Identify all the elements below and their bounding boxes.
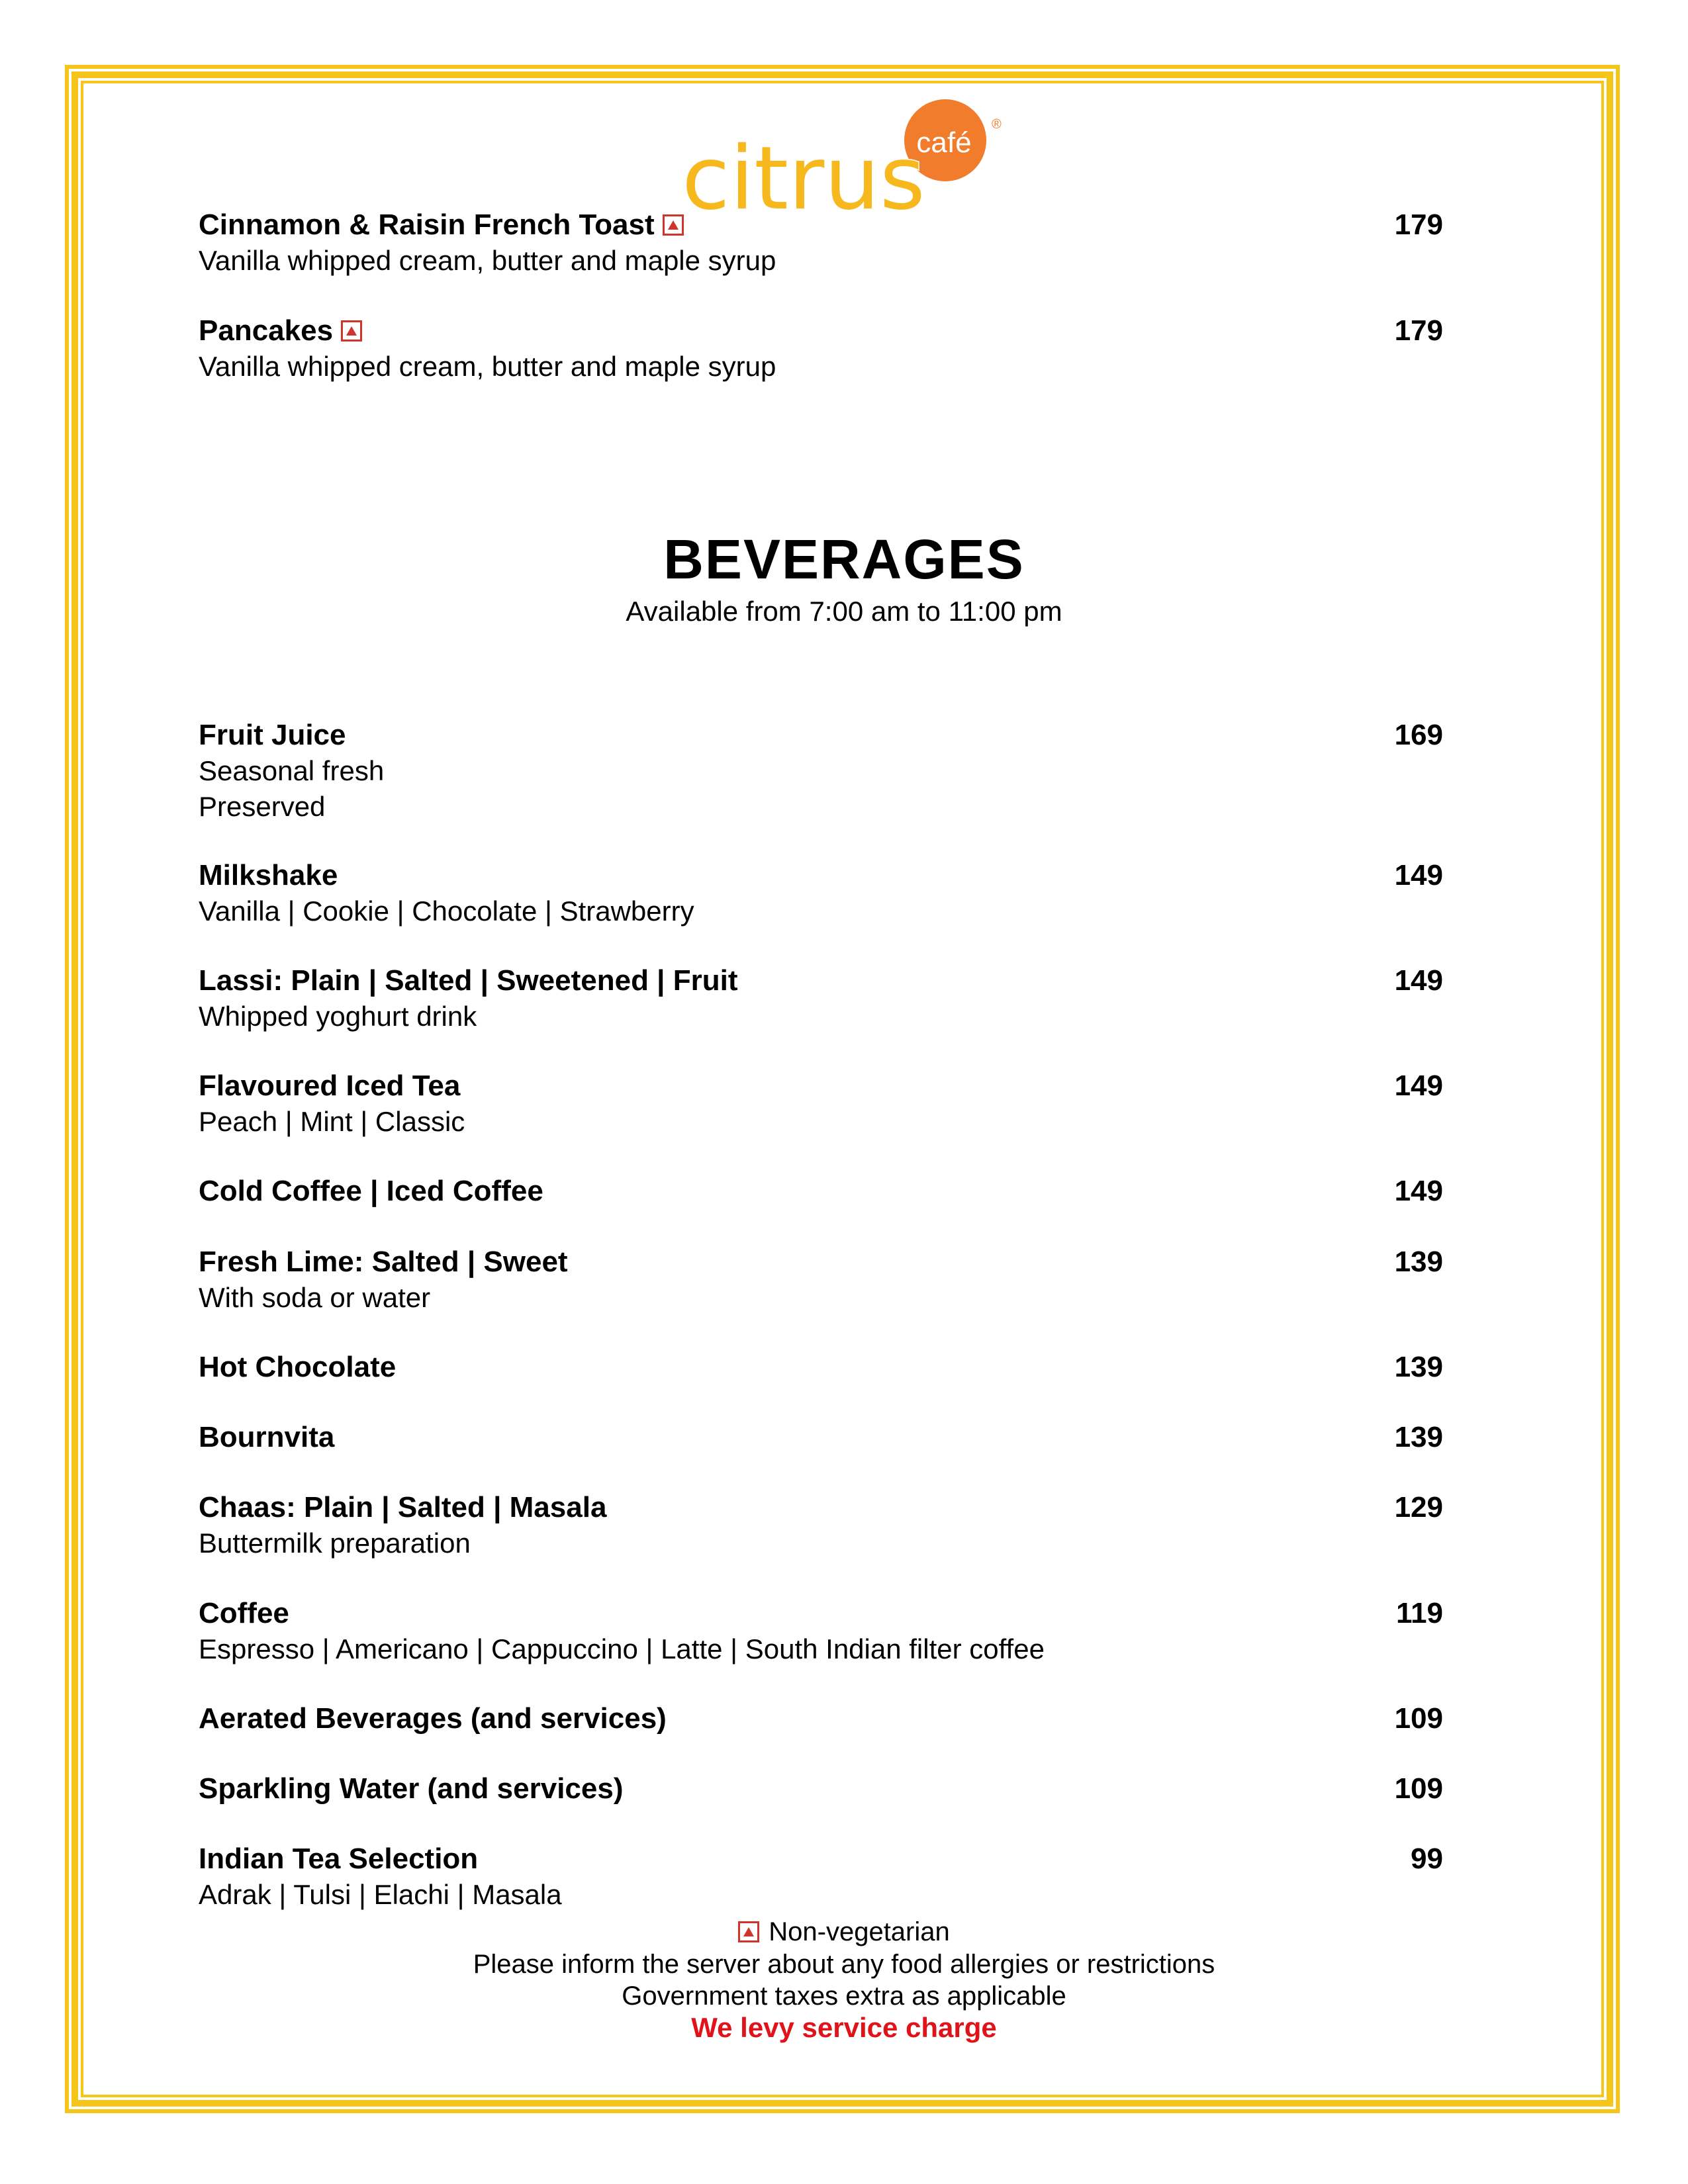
service-charge-note: We levy service charge (691, 2012, 997, 2043)
menu-item-description: Whipped yoghurt drink (199, 1001, 477, 1032)
menu-item-name-text: Bournvita (199, 1421, 335, 1453)
menu-item-name-text: Lassi: Plain | Salted | Sweetened | Fruit (199, 964, 738, 997)
menu-item-price: 149 (1394, 1175, 1443, 1207)
menu-item (199, 1701, 1443, 1737)
menu-item (199, 207, 1443, 279)
menu-item-description: With soda or water (199, 1282, 431, 1313)
allergy-note: Please inform the server about any food allergies or restrictions (473, 1950, 1215, 1979)
nonveg-icon (738, 1921, 759, 1942)
nonveg-legend (0, 1916, 1688, 1948)
menu-item (199, 1068, 1443, 1140)
menu-item-name (199, 858, 1443, 893)
menu-item-description: Buttermilk preparation (199, 1527, 471, 1559)
menu-item-name-text: Coffee (199, 1597, 289, 1629)
nonveg-icon (663, 214, 684, 236)
menu-item (199, 1841, 1443, 1913)
menu-item-price: 129 (1394, 1491, 1443, 1524)
menu-item-price: 119 (1396, 1597, 1443, 1629)
menu-item (199, 1173, 1443, 1209)
menu-item-description: Peach | Mint | Classic (199, 1106, 465, 1137)
menu-item-price: 99 (1411, 1843, 1443, 1875)
menu-item (199, 963, 1443, 1034)
menu-item (199, 1771, 1443, 1807)
menu-item (199, 1349, 1443, 1385)
menu-item-name (199, 207, 1443, 243)
menu-item-name-text: Hot Chocolate (199, 1351, 397, 1383)
menu-item-price: 139 (1394, 1351, 1443, 1383)
menu-item (199, 1490, 1443, 1561)
menu-item-name-text: Aerated Beverages (and services) (199, 1702, 667, 1735)
menu-item-name-text: Cinnamon & Raisin French Toast (199, 208, 655, 241)
menu-item-name-text: Fruit Juice (199, 719, 346, 751)
menu-item-name (199, 1596, 1443, 1631)
legend-label: Non-vegetarian (769, 1917, 950, 1946)
menu-item-price: 149 (1394, 1069, 1443, 1102)
menu-item (199, 313, 1443, 385)
menu-item-name (199, 1490, 1443, 1525)
menu-item-name (199, 963, 1443, 999)
logo-registered-mark: ® (992, 117, 1002, 132)
menu-item (199, 1596, 1443, 1667)
menu-item-name-text: Chaas: Plain | Salted | Masala (199, 1491, 607, 1524)
menu-item-price: 139 (1394, 1421, 1443, 1453)
menu-item-name (199, 717, 1443, 753)
menu-item-name-text: Sparkling Water (and services) (199, 1772, 624, 1805)
menu-item-name-text: Pancakes (199, 314, 334, 347)
logo-badge-text: café (916, 126, 972, 159)
menu-item-description: Vanilla whipped cream, butter and maple syrup (199, 245, 776, 276)
menu-item-description: Seasonal fresh (199, 755, 385, 786)
menu-item-price: 169 (1394, 719, 1443, 751)
menu-item-description: Vanilla whipped cream, butter and maple syrup (199, 351, 776, 382)
menu-item-description: Vanilla | Cookie | Chocolate | Strawberry (199, 895, 694, 927)
menu-item-name (199, 1068, 1443, 1104)
menu-item-name-text: Fresh Lime: Salted | Sweet (199, 1246, 568, 1278)
section-subtitle: Available from 7:00 am to 11:00 pm (626, 596, 1062, 627)
menu-item-name-text: Cold Coffee | Iced Coffee (199, 1175, 543, 1207)
menu-item (199, 858, 1443, 929)
menu-item (199, 717, 1443, 825)
menu-item-name (199, 1841, 1443, 1877)
menu-item-price: 139 (1394, 1246, 1443, 1278)
menu-item-price: 179 (1394, 208, 1443, 241)
menu-item-name-text: Indian Tea Selection (199, 1843, 479, 1875)
menu-item-description: Espresso | Americano | Cappuccino | Latte | South Indian filter coffee (199, 1633, 1045, 1664)
nonveg-icon (341, 320, 362, 341)
menu-item-name (199, 1771, 1443, 1807)
menu-item-name (199, 313, 1443, 349)
menu-item-name (199, 1420, 1443, 1455)
menu-item-name (199, 1173, 1443, 1209)
menu-item-name (199, 1349, 1443, 1385)
menu-item-description: Preserved (199, 791, 326, 822)
menu-item-description: Adrak | Tulsi | Elachi | Masala (199, 1879, 562, 1910)
menu-item-price: 149 (1394, 964, 1443, 997)
section-title: BEVERAGES (663, 528, 1025, 590)
menu-item-name (199, 1701, 1443, 1737)
menu-item-price: 149 (1394, 859, 1443, 891)
menu-item-price: 109 (1394, 1772, 1443, 1805)
menu-item-price: 179 (1394, 314, 1443, 347)
tax-note: Government taxes extra as applicable (622, 1981, 1066, 2011)
citrus-cafe-logo (682, 98, 1013, 217)
menu-item-price: 109 (1394, 1702, 1443, 1735)
menu-item-name (199, 1244, 1443, 1280)
menu-item-name-text: Flavoured Iced Tea (199, 1069, 461, 1102)
menu-item (199, 1244, 1443, 1316)
menu-item-name-text: Milkshake (199, 859, 338, 891)
logo-wordmark: citrus (682, 128, 925, 217)
menu-item (199, 1420, 1443, 1455)
